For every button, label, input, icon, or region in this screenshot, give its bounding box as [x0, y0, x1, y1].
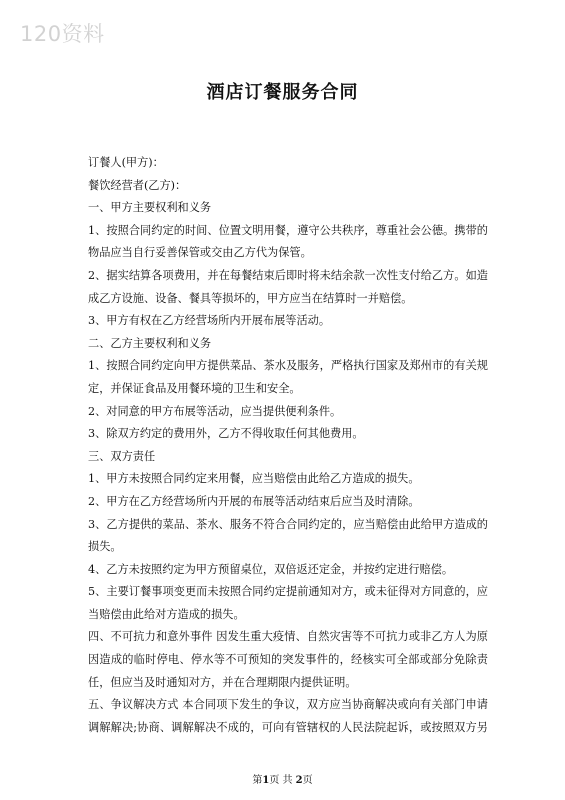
text-line: 1、按照合同约定向甲方提供菜品、茶水及服务，严格执行国家及郑州市的有关规 — [88, 359, 488, 373]
text-line: 四、不可抗力和意外事件 因发生重大疫情、自然灾害等不可抗力或非乙方人为原 — [88, 630, 488, 644]
text-line: 调解解决;协商、调解解决不成的，可向有管辖权的人民法院起诉，或按照双方另 — [88, 720, 488, 734]
watermark-logo: 120资料 — [20, 22, 105, 46]
text-line: 2、对同意的甲方布展等活动，应当提供便利条件。 — [88, 404, 342, 418]
text-line: 五、争议解决方式 本合同项下发生的争议，双方应当协商解决或向有关部门申请 — [88, 698, 488, 712]
text-line: 二、乙方主要权利和义务 — [88, 336, 212, 350]
text-line: 5、主要订餐事项变更而未按照合同约定提前通知对方，或未征得对方同意的，应 — [88, 585, 488, 599]
text-line: 成乙方设施、设备、餐具等损坏的，甲方应当在结算时一并赔偿。 — [88, 291, 413, 305]
total-page-number: 2 — [295, 775, 303, 786]
text-line: 损失。 — [88, 540, 122, 554]
page-footer — [0, 771, 565, 786]
contract-body — [88, 152, 488, 739]
text-line: 餐饮经营者(乙方)： — [88, 178, 187, 192]
text-line: 3、除双方约定的费用外，乙方不得收取任何其他费用。 — [88, 427, 364, 441]
text-line: 3、乙方提供的菜品、茶水、服务不符合合同约定的，应当赔偿由此给甲方造成的 — [88, 517, 488, 531]
footer-prefix: 第 — [252, 775, 263, 786]
current-page-number: 1 — [262, 775, 270, 786]
text-line: 2、甲方在乙方经营场所内开展的布展等活动结束后应当及时清除。 — [88, 494, 420, 508]
text-line: 三、双方责任 — [88, 449, 156, 463]
text-line: 定，并保证食品及用餐环境的卫生和安全。 — [88, 381, 301, 395]
text-line: 4、乙方未按照约定为甲方预留桌位，双倍返还定金，并按约定进行赔偿。 — [88, 562, 454, 576]
footer-suffix: 页 — [302, 775, 313, 786]
text-line: 1、甲方未按照合同约定来用餐，应当赔偿由此给乙方造成的损失。 — [88, 472, 420, 486]
text-line: 因造成的临时停电、停水等不可预知的突发事件的，经核实可全部或部分免除责 — [88, 653, 488, 667]
text-line: 3、甲方有权在乙方经营场所内开展布展等活动。 — [88, 314, 331, 328]
text-line: 当赔偿由此给对方造成的损失。 — [88, 607, 245, 621]
footer-mid: 页 共 — [269, 775, 296, 786]
text-line: 物品应当自行妥善保管或交由乙方代为保管。 — [88, 246, 312, 260]
text-line: 任，但应当及时通知对方，并在合理期限内提供证明。 — [88, 675, 357, 689]
text-line: 2、据实结算各项费用，并在每餐结束后即时将未结余款一次性支付给乙方。如造 — [88, 268, 488, 282]
text-line: 订餐人(甲方)： — [88, 156, 164, 169]
text-line: 一、甲方主要权利和义务 — [88, 201, 212, 215]
document-title: 酒店订餐服务合同 — [206, 82, 359, 103]
text-line: 1、按照合同约定的时间、位置文明用餐，遵守公共秩序，尊重社会公德。携带的 — [88, 223, 488, 237]
